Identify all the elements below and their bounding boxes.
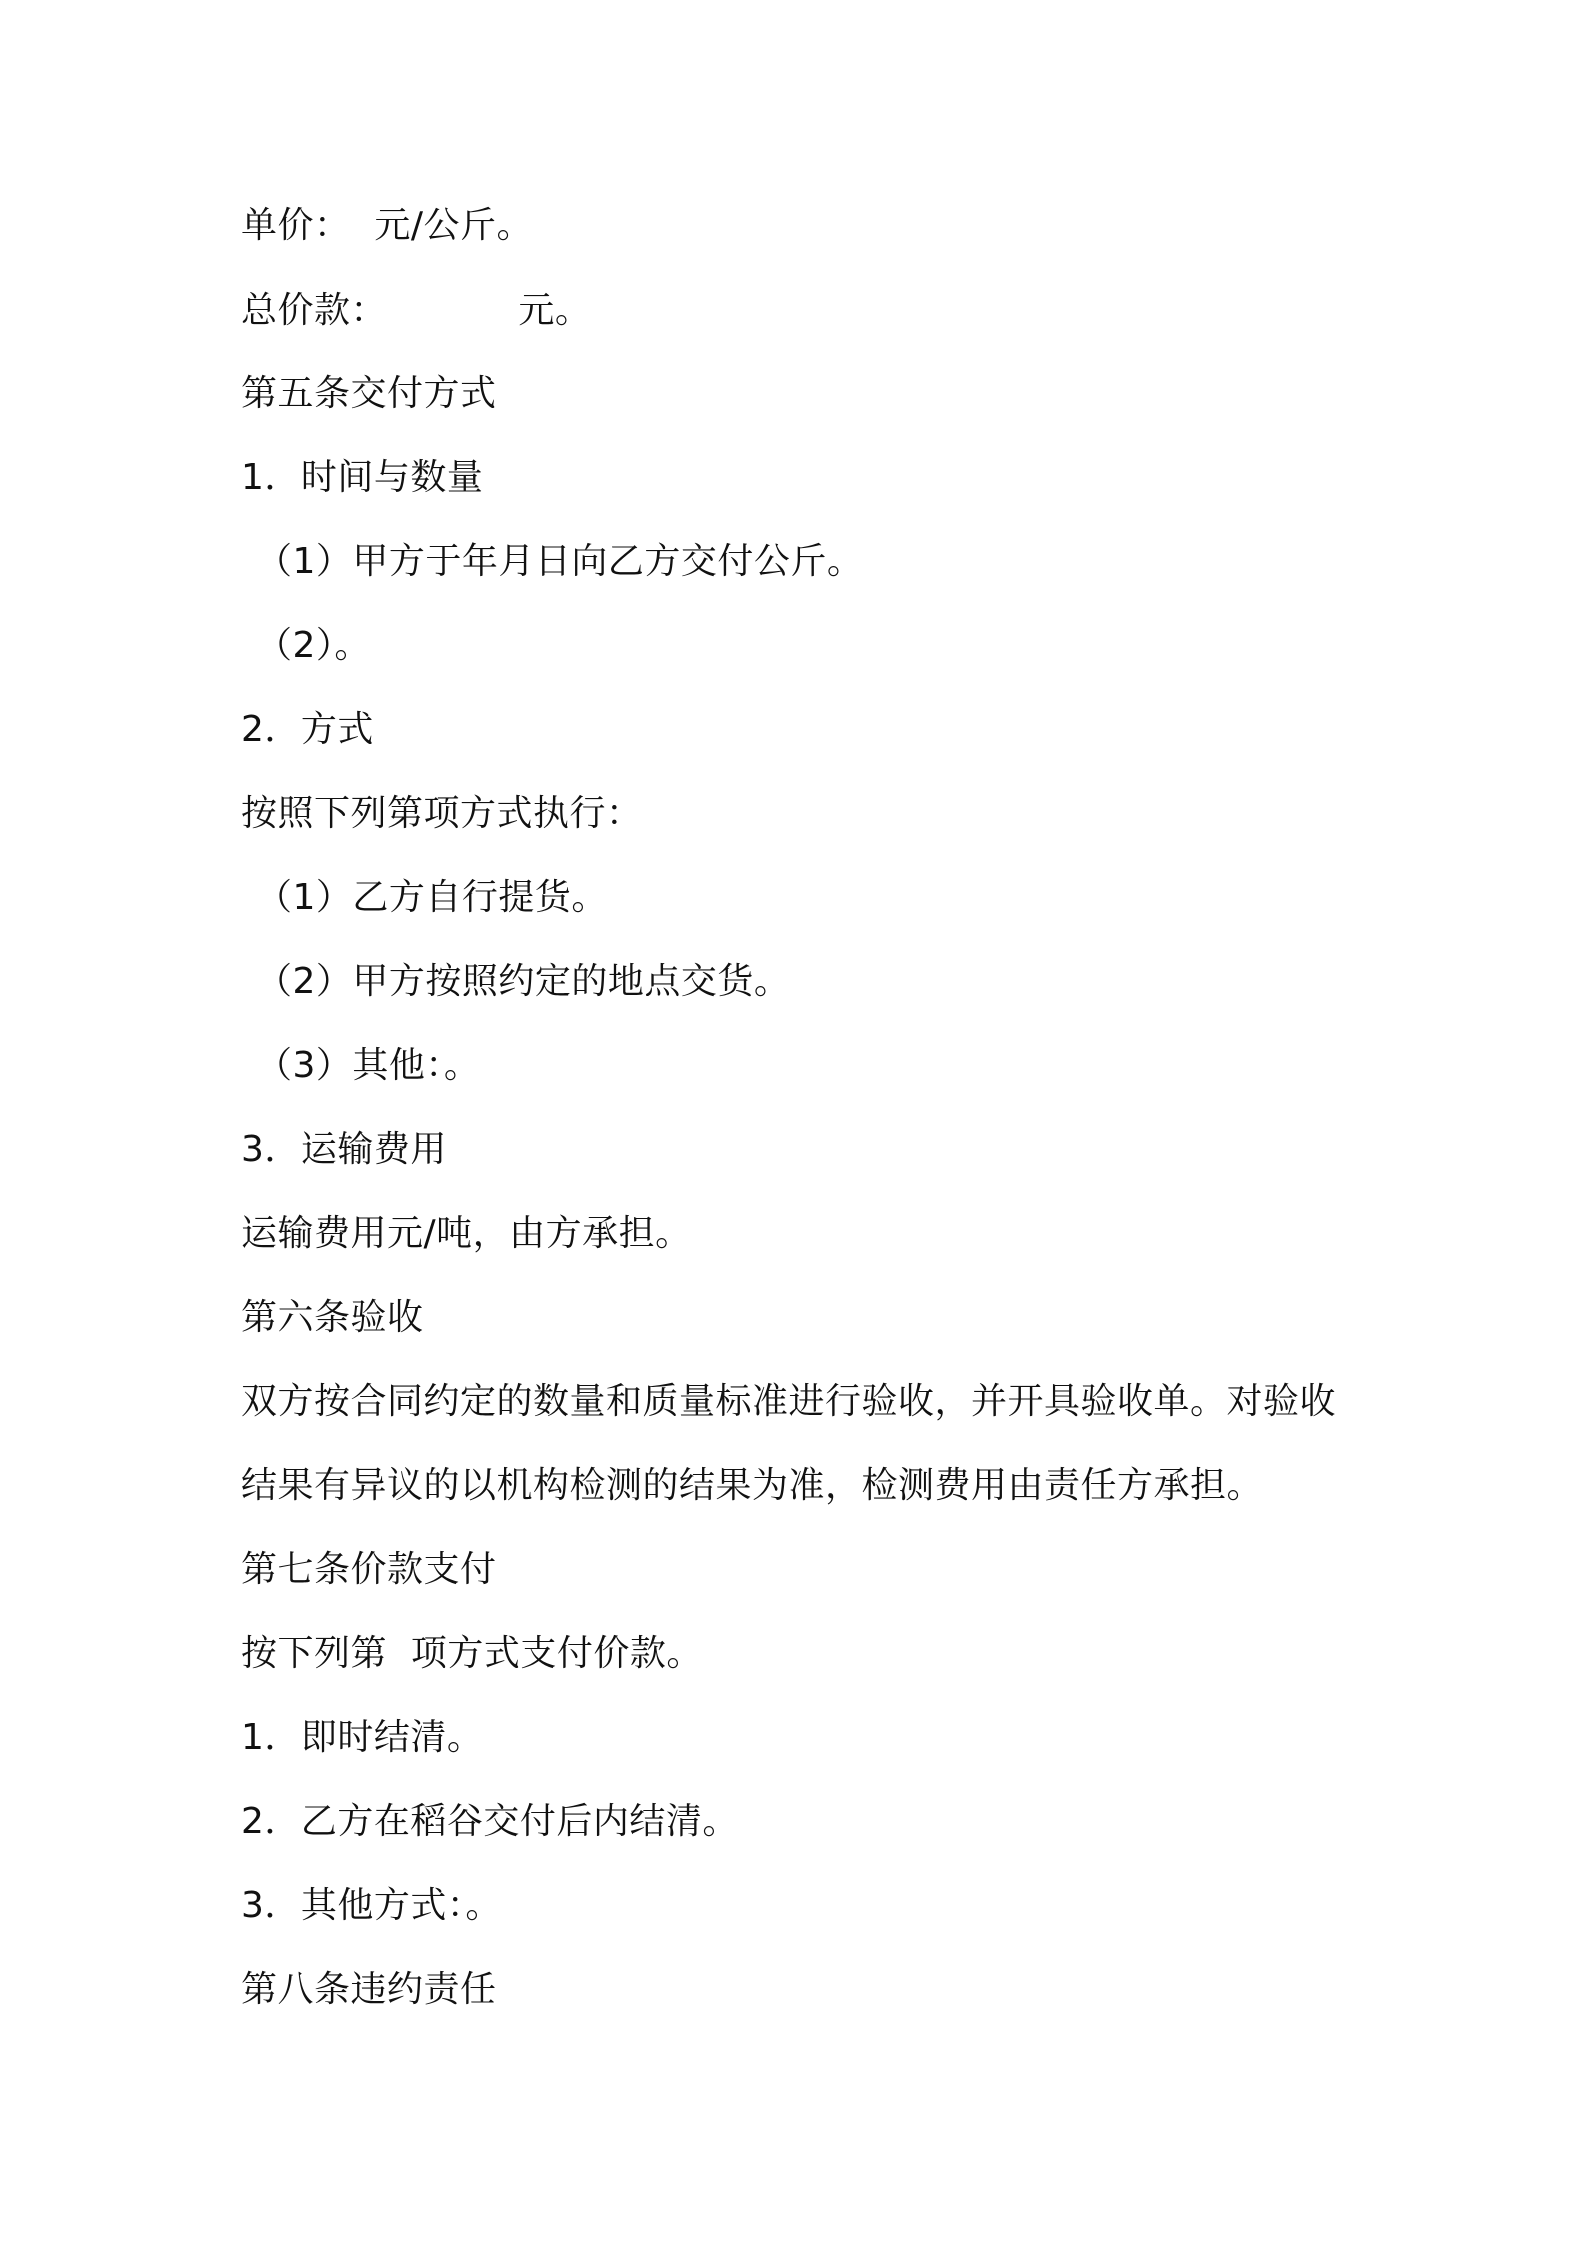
transport-cost-heading: 3．运输费用 [241, 1129, 447, 1170]
unit-price-line: 单价： 元/公斤。 [241, 205, 534, 246]
delivery-method-intro: 按照下列第项方式执行： [241, 793, 643, 834]
delivery-method-heading: 2．方式 [241, 709, 374, 750]
delivery-method-option-1: （1）乙方自行提货。 [256, 877, 608, 918]
payment-intro: 按下列第 项方式支付价款。 [241, 1633, 703, 1674]
delivery-item-1: （1）甲方于年月日向乙方交付公斤。 [256, 541, 864, 582]
article-6-heading: 第六条验收 [241, 1297, 424, 1338]
article-5-heading: 第五条交付方式 [241, 373, 497, 414]
delivery-item-2: （2）。 [256, 625, 371, 666]
delivery-method-option-3: （3）其他：。 [256, 1045, 481, 1086]
delivery-time-quantity-heading: 1．时间与数量 [241, 457, 484, 498]
acceptance-paragraph-line-2: 结果有异议的以机构检测的结果为准，检测费用由责任方承担。 [241, 1465, 1264, 1506]
acceptance-paragraph-line-1: 双方按合同约定的数量和质量标准进行验收，并开具验收单。对验收 [241, 1381, 1337, 1422]
article-7-heading: 第七条价款支付 [241, 1549, 497, 1590]
payment-option-3: 3．其他方式：。 [241, 1885, 502, 1926]
total-price-line: 总价款： 元。 [241, 290, 592, 331]
transport-cost-text: 运输费用元/吨，由方承担。 [241, 1213, 692, 1254]
delivery-method-option-2: （2）甲方按照约定的地点交货。 [256, 961, 791, 1002]
article-8-heading: 第八条违约责任 [241, 1969, 497, 2010]
payment-option-1: 1．即时结清。 [241, 1717, 484, 1758]
payment-option-2: 2．乙方在稻谷交付后内结清。 [241, 1801, 739, 1842]
